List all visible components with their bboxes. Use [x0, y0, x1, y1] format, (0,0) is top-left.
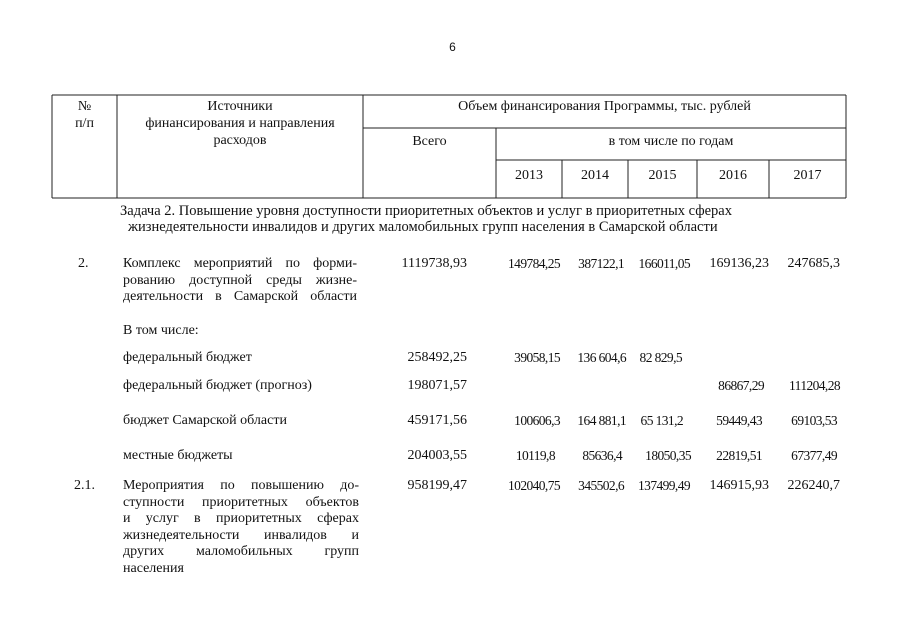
page-number: 6 — [449, 40, 456, 54]
row-value-2013: 39058,15 — [514, 350, 560, 365]
header-number-abbrev: п/п — [75, 116, 94, 131]
row-value-2013: 100606,3 — [514, 413, 560, 428]
row-value-2016: 22819,51 — [716, 448, 762, 463]
row-value-2016: 169136,23 — [709, 256, 769, 271]
row-value-2013: 102040,75 — [508, 478, 560, 493]
row-label-line: деятельности в Самарской области — [123, 289, 357, 304]
row-value-2017: 67377,49 — [791, 448, 837, 463]
row-value-2014: 387122,1 — [578, 256, 624, 271]
header-col-years-group: в том числе по годам — [608, 134, 734, 149]
row-value-2014: 136 604,6 — [577, 350, 626, 365]
row-value-2016: 59449,43 — [716, 413, 762, 428]
row-label-line: жизнедеятельности инвалидов и — [123, 527, 359, 543]
row-label-line: ступности приоритетных объектов — [123, 494, 359, 510]
row-label-line: населения — [123, 560, 184, 576]
row-value-2014: 164 881,1 — [577, 413, 626, 428]
row-label: бюджет Самарской области — [123, 413, 287, 428]
row-value-2017: 247685,3 — [787, 256, 840, 271]
row-value-2013: 149784,25 — [508, 256, 560, 271]
row-value-2014: 345502,6 — [578, 478, 624, 493]
task-heading-line2: жизнедеятельности инвалидов и других маломобильных групп населения в Самарской области — [128, 219, 718, 235]
header-sources-line3: расходов — [213, 133, 267, 148]
row-value-2017: 111204,28 — [789, 378, 840, 393]
header-year-2014: 2014 — [581, 168, 609, 183]
task-heading-line1: Задача 2. Повышение уровня доступности приоритетных объектов и услуг в приоритетных сферах — [120, 203, 732, 219]
row-total: 1119738,93 — [401, 256, 467, 271]
row-value-2013: 10119,8 — [515, 448, 555, 463]
header-sources-line2: финансирования и направления — [145, 116, 335, 131]
row-label: В том числе: — [123, 323, 199, 338]
row-value-2017: 69103,53 — [791, 413, 837, 428]
row-number: 2.1. — [74, 478, 95, 493]
row-number: 2. — [78, 256, 89, 271]
row-value-2015: 82 829,5 — [639, 350, 682, 365]
row-value-2016: 86867,29 — [718, 378, 764, 393]
row-label: местные бюджеты — [123, 448, 233, 463]
header-col-volume: Объем финансирования Программы, тыс. рублей — [458, 99, 751, 114]
row-label-line: Комплекс мероприятий по форми- — [123, 256, 357, 271]
row-total: 958199,47 — [407, 478, 467, 493]
row-label-line: Мероприятия по повышению до- — [123, 478, 359, 493]
row-value-2014: 85636,4 — [582, 448, 622, 463]
task-heading — [120, 203, 780, 235]
row-value-2017: 226240,7 — [787, 478, 840, 493]
row-value-2015: 166011,05 — [638, 256, 690, 271]
row-value-2016: 146915,93 — [709, 478, 769, 493]
header-year-2013: 2013 — [515, 168, 543, 183]
row-value-2015: 137499,49 — [638, 478, 690, 493]
row-total: 258492,25 — [407, 350, 467, 365]
row-total: 198071,57 — [407, 378, 467, 393]
header-col-number — [52, 98, 117, 132]
row-value-2015: 65 131,2 — [640, 413, 683, 428]
header-number-sign: № — [77, 99, 92, 114]
row-total: 459171,56 — [407, 413, 467, 428]
row-label-line: и услуг в приоритетных сферах — [123, 511, 359, 526]
row-value-2015: 18050,35 — [645, 448, 691, 463]
header-col-sources — [117, 98, 363, 149]
row-label — [123, 478, 359, 577]
header-year-2017: 2017 — [793, 168, 822, 183]
header-year-2016: 2016 — [719, 168, 747, 183]
row-label: федеральный бюджет — [123, 350, 252, 365]
row-label: федеральный бюджет (прогноз) — [123, 378, 312, 393]
header-year-2015: 2015 — [648, 168, 677, 183]
header-sources-line1: Источники — [207, 99, 273, 114]
row-label — [123, 256, 357, 306]
row-total: 204003,55 — [407, 448, 467, 463]
header-col-total: Всего — [412, 134, 447, 149]
row-label-line: рованию доступной среды жизне- — [123, 272, 357, 288]
row-label-line: других маломобильных групп — [123, 544, 359, 559]
